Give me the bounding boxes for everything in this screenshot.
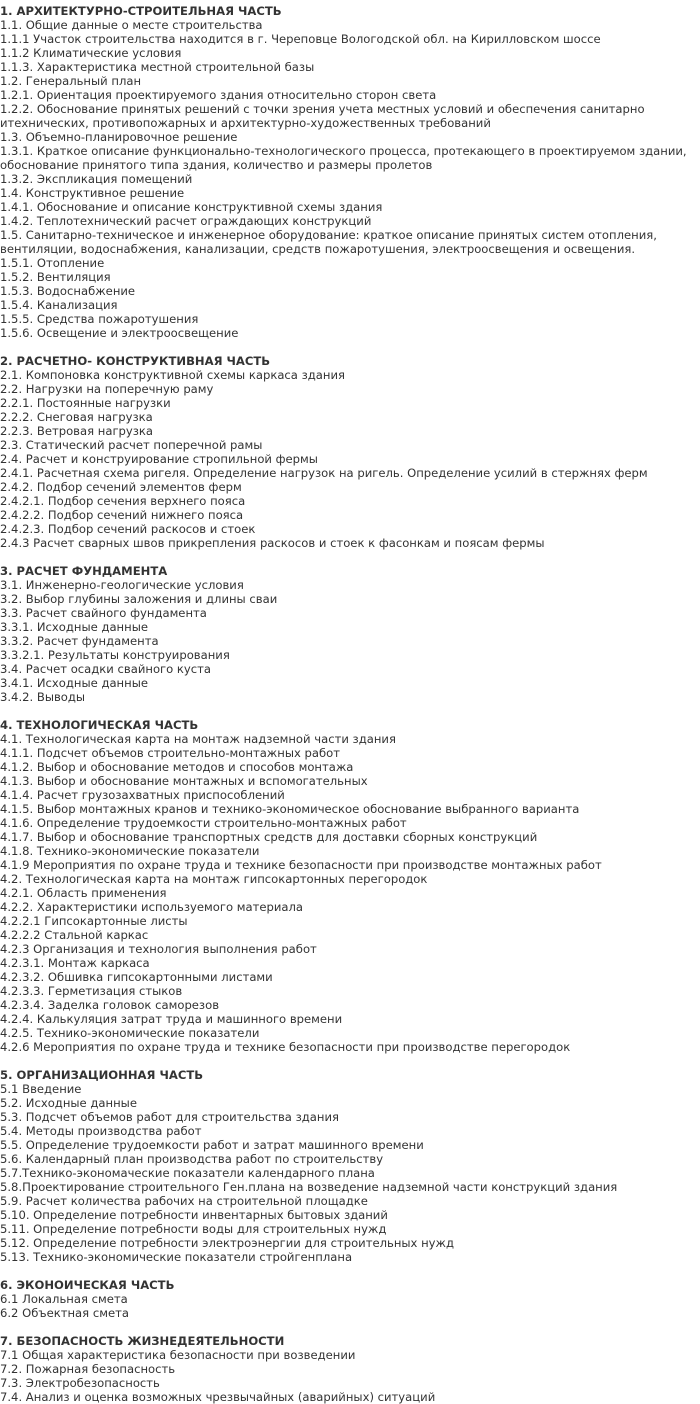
toc-item: 3.1. Инженерно-геологические условия bbox=[0, 578, 244, 592]
toc-item: 3.4. Расчет осадки свайного куста bbox=[0, 662, 211, 676]
toc-item: 6.2 Объектная смета bbox=[0, 1306, 129, 1320]
toc-item: 2.2. Нагрузки на поперечную раму bbox=[0, 382, 214, 396]
toc-item: 5.4. Методы производства работ bbox=[0, 1124, 202, 1138]
toc-item: 1.2.2. Обоснование принятых решений с точки зрения учета местных условий и обеспечения санитарно итехнических, противопожарных и архитектурно-художественных требований bbox=[0, 102, 645, 130]
toc-item: 3.3.2.1. Результаты конструирования bbox=[0, 648, 230, 662]
toc-item: 4.2.1. Область применения bbox=[0, 886, 167, 900]
toc-section bbox=[0, 1068, 700, 1264]
toc-item: 3.3. Расчет свайного фундамента bbox=[0, 606, 207, 620]
toc-item: 5.9. Расчет количества рабочих на строительной площадке bbox=[0, 1194, 368, 1208]
toc-item: 2.2.3. Ветровая нагрузка bbox=[0, 424, 154, 438]
toc-item: 5.6. Календарный план производства работ по строительству bbox=[0, 1152, 384, 1166]
toc-item: 2.4. Расчет и конструирование стропильной фермы bbox=[0, 452, 318, 466]
toc-item: 2.1. Компоновка конструктивной схемы каркаса здания bbox=[0, 368, 345, 382]
toc-item: 1.5.5. Средства пожаротушения bbox=[0, 312, 199, 326]
toc-section bbox=[0, 1278, 700, 1320]
toc-item: 5.2. Исходные данные bbox=[0, 1096, 137, 1110]
section-title: 5. ОРГАНИЗАЦИОННАЯ ЧАСТЬ bbox=[0, 1068, 204, 1082]
toc-item: 1.4. Конструктивное решение bbox=[0, 186, 185, 200]
toc-item: 1.1. Общие данные о месте строительства bbox=[0, 18, 263, 32]
toc-item: 5.8.Проектирование строительного Ген.плана на возведение надземной части конструкций здания bbox=[0, 1180, 618, 1194]
toc-item: 4.1.5. Выбор монтажных кранов и технико-экономическое обоснование выбранного варианта bbox=[0, 802, 580, 816]
toc-item: 4.2.5. Технико-экономические показатели bbox=[0, 1026, 260, 1040]
toc-item: 5.10. Определение потребности инвентарных бытовых зданий bbox=[0, 1208, 388, 1222]
toc-item: 5.11. Определение потребности воды для строительных нужд bbox=[0, 1222, 387, 1236]
toc-item: 4.2.2. Характеристики используемого материала bbox=[0, 900, 303, 914]
toc-item: 2.4.2. Подбор сечений элементов ферм bbox=[0, 480, 242, 494]
toc-item: 6.1 Локальная смета bbox=[0, 1292, 128, 1306]
toc-item: 7.3. Электробезопасность bbox=[0, 1376, 160, 1390]
toc-item: 2.4.2.3. Подбор сечений раскосов и стоек bbox=[0, 522, 256, 536]
toc-section bbox=[0, 564, 700, 704]
toc-item: 5.5. Определение трудоемкости работ и затрат машинного времени bbox=[0, 1138, 424, 1152]
section-title: 1. АРХИТЕКТУРНО-СТРОИТЕЛЬНАЯ ЧАСТЬ bbox=[0, 4, 282, 18]
toc-item: 4.1. Технологическая карта на монтаж надземной части здания bbox=[0, 732, 396, 746]
toc-item: 4.2.2.2 Стальной каркас bbox=[0, 928, 149, 942]
toc-item: 7.4. Анализ и оценка возможных чрезвычайных (аварийных) ситуаций bbox=[0, 1390, 436, 1404]
toc-item: 4.2.3.1. Монтаж каркаса bbox=[0, 956, 150, 970]
toc-item: 4.1.4. Расчет грузозахватных приспособлений bbox=[0, 788, 285, 802]
toc-item: 4.2. Технологическая карта на монтаж гипсокартонных перегородок bbox=[0, 872, 428, 886]
toc-item: 1.3.2. Экспликация помещений bbox=[0, 172, 193, 186]
toc-item: 3.4.2. Выводы bbox=[0, 690, 86, 704]
toc-item: 1.4.2. Теплотехнический расчет ограждающих конструкций bbox=[0, 214, 372, 228]
toc-item: 2.4.1. Расчетная схема ригеля. Определение нагрузок на ригель. Определение усилий в стержнях ферм bbox=[0, 466, 648, 480]
toc-item: 4.1.8. Технико-экономические показатели bbox=[0, 844, 260, 858]
toc-item: 1.5.1. Отопление bbox=[0, 256, 105, 270]
toc-item: 4.1.9 Мероприятия по охране труда и технике безопасности при производстве монтажных работ bbox=[0, 858, 602, 872]
toc-item: 3.2. Выбор глубины заложения и длины сваи bbox=[0, 592, 278, 606]
toc-item: 2.2.2. Снеговая нагрузка bbox=[0, 410, 153, 424]
section-title: 4. ТЕХНОЛОГИЧЕСКАЯ ЧАСТЬ bbox=[0, 718, 199, 732]
toc-item: 2.2.1. Постоянные нагрузки bbox=[0, 396, 171, 410]
toc-item: 2.4.2.2. Подбор сечений нижнего пояса bbox=[0, 508, 244, 522]
toc-item: 2.4.3 Расчет сварных швов прикрепления раскосов и стоек к фасонкам и поясам фермы bbox=[0, 536, 545, 550]
toc-item: 4.2.3 Организация и технология выполнения работ bbox=[0, 942, 317, 956]
toc-item: 4.2.3.3. Герметизация стыков bbox=[0, 984, 183, 998]
toc-section bbox=[0, 4, 700, 340]
toc-item: 1.5.2. Вентиляция bbox=[0, 270, 111, 284]
toc-item: 4.1.7. Выбор и обоснование транспортных средств для доставки сборных конструкций bbox=[0, 830, 538, 844]
toc-item: 4.2.2.1 Гипсокартонные листы bbox=[0, 914, 188, 928]
section-title: 2. РАСЧЕТНО- КОНСТРУКТИВНАЯ ЧАСТЬ bbox=[0, 354, 271, 368]
toc-item: 1.2.1. Ориентация проектируемого здания относительно сторон света bbox=[0, 88, 437, 102]
toc-item: 5.3. Подсчет объемов работ для строительства здания bbox=[0, 1110, 339, 1124]
toc-item: 3.4.1. Исходные данные bbox=[0, 676, 149, 690]
toc-item: 7.2. Пожарная безопасность bbox=[0, 1362, 176, 1376]
toc-item: 5.7.Технико-экономачеcкие показатели календарного плана bbox=[0, 1166, 375, 1180]
toc-item: 4.2.3.4. Заделка головок саморезов bbox=[0, 998, 220, 1012]
toc-section bbox=[0, 1334, 700, 1404]
toc-item: 5.12. Определение потребности электроэнергии для строительных нужд bbox=[0, 1236, 455, 1250]
section-title: 6. ЭКОНОИЧЕСКАЯ ЧАСТЬ bbox=[0, 1278, 175, 1292]
toc-item: 1.5. Санитарно-техническое и инженерное оборудование: краткое описание принятых систем отопления, вентиляции, водоснабжения, канализации, средств пожаротушения, электроосвещения и освещения. bbox=[0, 228, 657, 256]
toc-item: 2.4.2.1. Подбор сечения верхнего пояса bbox=[0, 494, 246, 508]
toc-item: 4.1.1. Подсчет объемов строительно-монтажных работ bbox=[0, 746, 340, 760]
toc-item: 1.1.1 Участок строительства находится в г. Череповце Вологодской обл. на Кирилловском шоссе bbox=[0, 32, 601, 46]
toc-item: 1.5.3. Водоснабжение bbox=[0, 284, 136, 298]
toc-item: 1.1.3. Характеристика местной строительной базы bbox=[0, 60, 315, 74]
toc-item: 1.3. Объемно-планировочное решение bbox=[0, 130, 238, 144]
toc-item: 4.1.3. Выбор и обоснование монтажных и вспомогательных bbox=[0, 774, 368, 788]
toc-item: 1.1.2 Климатические условия bbox=[0, 46, 182, 60]
section-title: 3. РАСЧЕТ ФУНДАМЕНТА bbox=[0, 564, 168, 578]
toc-item: 2.3. Статический расчет поперечной рамы bbox=[0, 438, 263, 452]
toc-item: 4.2.3.2. Обшивка гипсокартонными листами bbox=[0, 970, 273, 984]
toc-item: 4.2.4. Калькуляция затрат труда и машинного времени bbox=[0, 1012, 343, 1026]
toc-item: 7.1 Общая характеристика безопасности при возведении bbox=[0, 1348, 356, 1362]
toc-item: 1.2. Генеральный план bbox=[0, 74, 142, 88]
toc-section bbox=[0, 718, 700, 1054]
toc-item: 3.3.1. Исходные данные bbox=[0, 620, 149, 634]
toc-item: 4.1.2. Выбор и обоснование методов и способов монтажа bbox=[0, 760, 354, 774]
toc-item: 1.5.4. Канализация bbox=[0, 298, 118, 312]
toc-item: 4.1.6. Определение трудоемкости строительно-монтажных работ bbox=[0, 816, 407, 830]
toc-item: 3.3.2. Расчет фундамента bbox=[0, 634, 159, 648]
toc-item: 1.3.1. Краткое описание функционально-технологического процесса, протекающего в проектируемом здании, обоснование принятого типа здания, количество и размеры пролетов bbox=[0, 144, 687, 172]
toc-section bbox=[0, 354, 700, 550]
toc-item: 4.2.6 Мероприятия по охране труда и технике безопасности при производстве перегородок bbox=[0, 1040, 571, 1054]
toc-item: 1.5.6. Освещение и электроосвещение bbox=[0, 326, 239, 340]
section-title: 7. БЕЗОПАСНОСТЬ ЖИЗНЕДЕЯТЕЛЬНОСТИ bbox=[0, 1334, 285, 1348]
toc-item: 1.4.1. Обоснование и описание конструктивной схемы здания bbox=[0, 200, 383, 214]
toc-item: 5.13. Технико-экономические показатели стройгенплана bbox=[0, 1250, 353, 1264]
toc-item: 5.1 Введение bbox=[0, 1082, 82, 1096]
